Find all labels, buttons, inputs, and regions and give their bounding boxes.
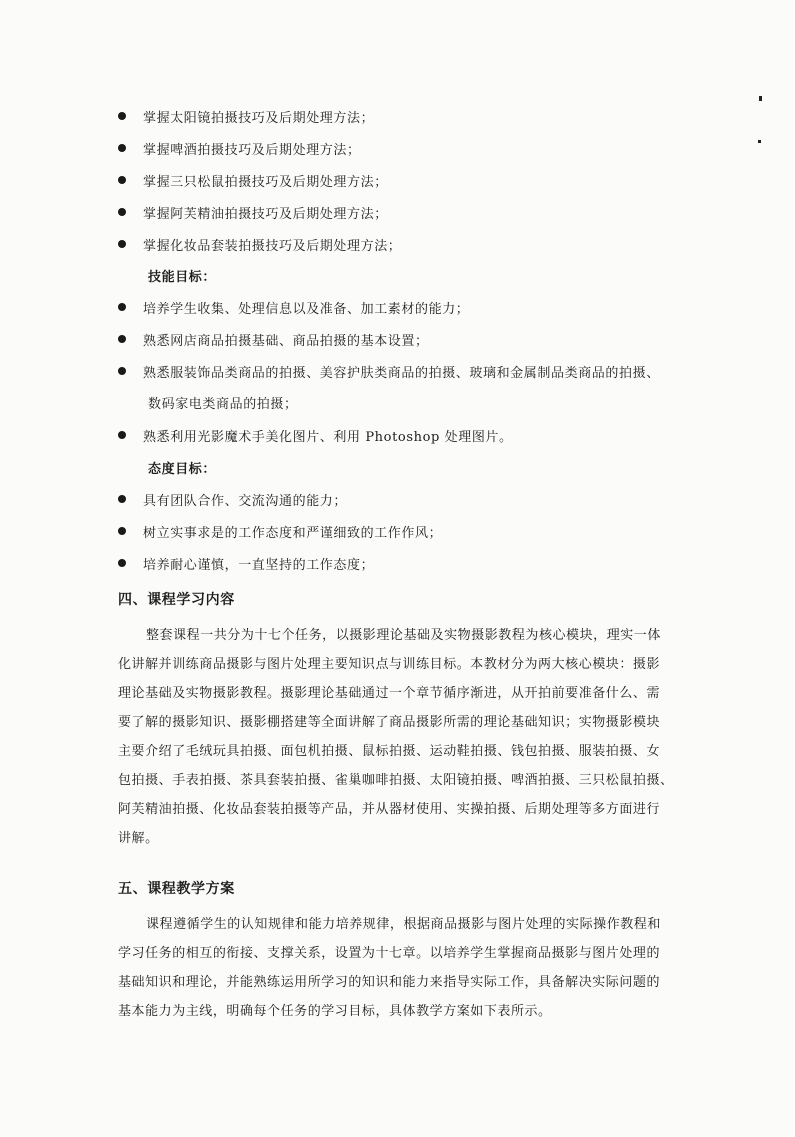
list-item-continuation: 数码家电类商品的拍摄； [148,397,298,412]
paragraph-line: 基本能力为主线，明确每个任务的学习目标，具体教学方案如下表所示。 [118,1004,552,1019]
list-item-text: 掌握啤酒拍摄技巧及后期处理方法； [143,142,361,158]
bullet-icon [118,559,126,567]
bullet-icon [118,208,126,216]
list-item [118,521,442,541]
section-heading: 四、课程学习内容 [118,592,235,608]
bullet-icon [118,303,126,311]
list-item [118,138,361,158]
skill-goals-heading: 技能目标： [148,270,217,285]
bullet-icon [118,431,126,439]
paragraph-line: 要了解的摄影知识、摄影棚搭建等全面讲解了商品摄影所需的理论基础知识；实物摄影模块 [118,715,661,730]
list-item [118,361,660,381]
list-item [118,202,388,222]
paragraph-line: 整套课程一共分为十七个任务，以摄影理论基础及实物摄影教程为核心模块，理实一体 [146,628,661,643]
list-item-text: 熟悉网店商品拍摄基础、商品拍摄的基本设置； [143,333,429,349]
bullet-icon [118,240,126,248]
list-item-text: 掌握太阳镜拍摄技巧及后期处理方法； [143,110,375,126]
list-item-text: 熟悉服装饰品类商品的拍摄、美容护肤类商品的拍摄、玻璃和金属制品类商品的拍摄、 [143,365,660,381]
list-item-text: 掌握阿芙精油拍摄技巧及后期处理方法； [143,206,388,222]
list-item [118,234,401,254]
section4-paragraph [118,621,698,853]
bullet-icon [118,144,126,152]
bullet-icon [118,367,126,375]
bullet-icon [118,176,126,184]
list-item [118,425,513,445]
list-item [118,170,388,190]
list-item [118,329,429,349]
scan-speck [758,140,761,143]
bullet-icon [118,527,126,535]
paragraph-line: 包拍摄、手表拍摄、茶具套装拍摄、雀巢咖啡拍摄、太阳镜拍摄、啤酒拍摄、三只松鼠拍摄、 [118,773,674,788]
scan-speck [759,96,762,101]
list-item-text: 培养耐心谨慎，一直坚持的工作态度； [143,557,375,573]
list-item [118,297,469,317]
list-item-text: 培养学生收集、处理信息以及准备、加工素材的能力； [143,301,470,317]
paragraph-line: 课程遵循学生的认知规律和能力培养规律，根据商品摄影与图片处理的实际操作教程和 [146,917,661,932]
list-item-text: 掌握三只松鼠拍摄技巧及后期处理方法； [143,174,388,190]
list-item [118,553,374,573]
section5-paragraph [118,910,698,1026]
list-item [118,106,374,126]
list-item-text: 树立实事求是的工作态度和严谨细致的工作作风； [143,525,443,541]
list-item [118,489,347,509]
bullet-icon [118,495,126,503]
attitude-goals-heading: 态度目标： [148,462,217,477]
paragraph-line: 基础知识和理论，并能熟练运用所学习的知识和能力来指导实际工作，具备解决实际问题的 [118,975,661,990]
list-item-text: 熟悉利用光影魔术手美化图片、利用 Photoshop 处理图片。 [143,429,513,445]
bullet-icon [118,335,126,343]
paragraph-line: 讲解。 [118,831,159,846]
paragraph-line: 阿芙精油拍摄、化妆品套装拍摄等产品，并从器材使用、实操拍摄、后期处理等多方面进行 [118,802,661,817]
section-heading: 五、课程教学方案 [118,881,235,897]
list-item-text: 掌握化妆品套装拍摄技巧及后期处理方法； [143,238,402,254]
paragraph-line: 主要介绍了毛绒玩具拍摄、面包机拍摄、鼠标拍摄、运动鞋拍摄、钱包拍摄、服装拍摄、女 [118,744,661,759]
paragraph-line: 理论基础及实物摄影教程。摄影理论基础通过一个章节循序渐进，从开拍前要准备什么、需 [118,686,661,701]
bullet-icon [118,112,126,120]
paragraph-line: 化讲解并训练商品摄影与图片处理主要知识点与训练目标。本教材分为两大核心模块：摄影 [118,657,661,672]
paragraph-line: 学习任务的相互的衔接、支撑关系，设置为十七章。以培养学生掌握商品摄影与图片处理的 [118,946,661,961]
list-item-text: 具有团队合作、交流沟通的能力； [143,493,348,509]
